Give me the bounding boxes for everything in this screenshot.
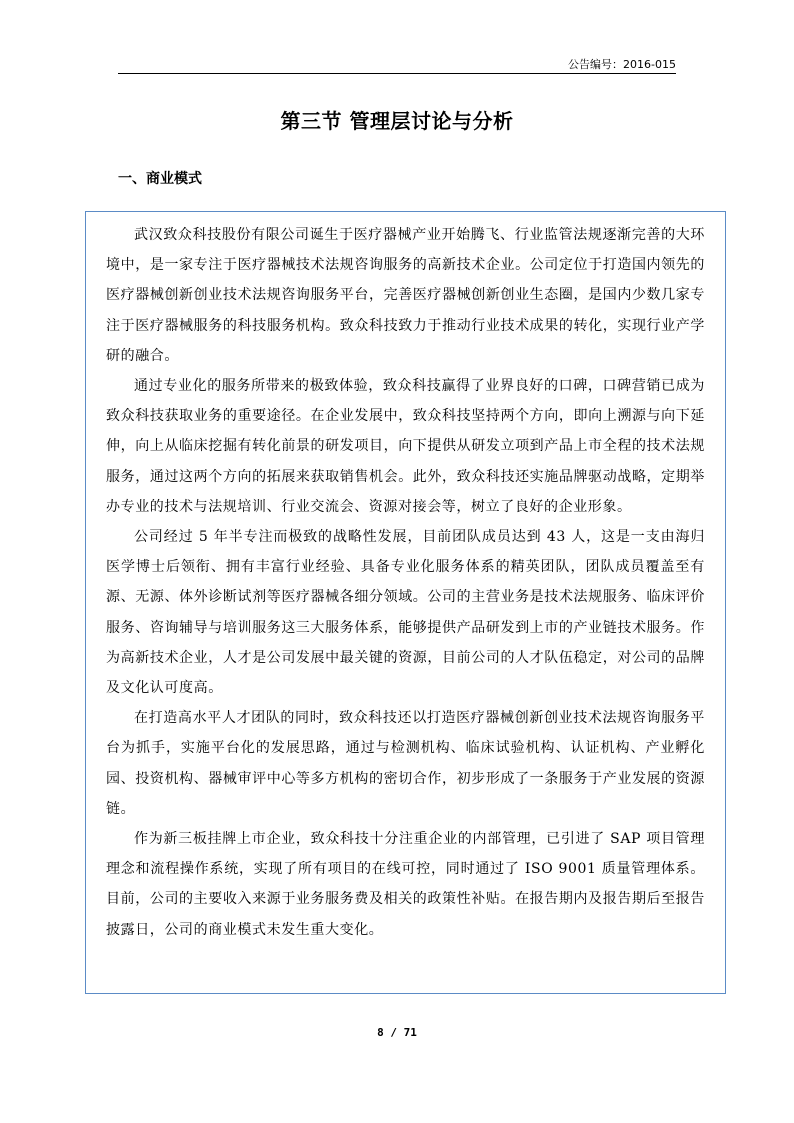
paragraph-3: 公司经过 5 年半专注而极致的战略性发展，目前团队成员达到 43 人，这是一支由海归医学博士后领衔、拥有丰富行业经验、具备专业化服务体系的精英团队，团队成员覆盖至有源、无源、体外诊断试剂等医疗器械各细分领域。公司的主营业务是技术法规服务、临床评价服务、咨询辅导与培训服务这三大服务体系，能够提供产品研发到上市的产业链技术服务。作为高新技术企业，人才是公司发展中最关键的资源，目前公司的人才队伍稳定，对公司的品牌及文化认可度高。 (106, 529, 705, 697)
paragraph-1: 武汉致众科技股份有限公司诞生于医疗器械产业开始腾飞、行业监管法规逐渐完善的大环境中，是一家专注于医疗器械技术法规咨询服务的高新技术企业。公司定位于打造国内领先的医疗器械创新创业技术法规咨询服务平台，完善医疗器械创新创业生态圈，是国内少数几家专注于医疗器械服务的科技服务机构。致众科技致力于推动行业技术成果的转化，实现行业产学研的融合。 (106, 227, 705, 364)
paragraph-4: 在打造高水平人才团队的同时，致众科技还以打造医疗器械创新创业技术法规咨询服务平台为抓手，实施平台化的发展思路，通过与检测机构、临床试验机构、认证机构、产业孵化园、投资机构、器械审评中心等多方机构的密切合作，初步形成了一条服务于产业发展的资源链。 (106, 710, 705, 817)
page-number: 8 / 71 (377, 1026, 417, 1039)
paragraph-2: 通过专业化的服务所带来的极致体验，致众科技赢得了业界良好的口碑，口碑营销已成为致众科技获取业务的重要途径。在企业发展中，致众科技坚持两个方向，即向上溯源与向下延伸，向上从临床挖掘有转化前景的研发项目，向下提供从研发立项到产品上市全程的技术法规服务，通过这两个方向的拓展来获取销售机会。此外，致众科技还实施品牌驱动战略，定期举办专业的技术与法规培训、行业交流会、资源对接会等，树立了良好的企业形象。 (106, 378, 705, 515)
announcement-number: 公告编号：2016-015 (568, 58, 676, 71)
section-title: 第三节 管理层讨论与分析 (280, 109, 514, 133)
subsection-heading: 一、商业模式 (118, 171, 202, 187)
business-model-textbox (85, 211, 726, 994)
paragraph-5: 作为新三板挂牌上市企业，致众科技十分注重企业的内部管理，已引进了 SAP 项目管理理念和流程操作系统，实现了所有项目的在线可控，同时通过了 ISO 9001 质量管理体系。目前，公司的主要收入来源于业务服务费及相关的政策性补贴。在报告期内及报告期后至报告披露日，公司的商业模式未发生重大变化。 (106, 831, 705, 938)
header-divider (118, 73, 676, 74)
